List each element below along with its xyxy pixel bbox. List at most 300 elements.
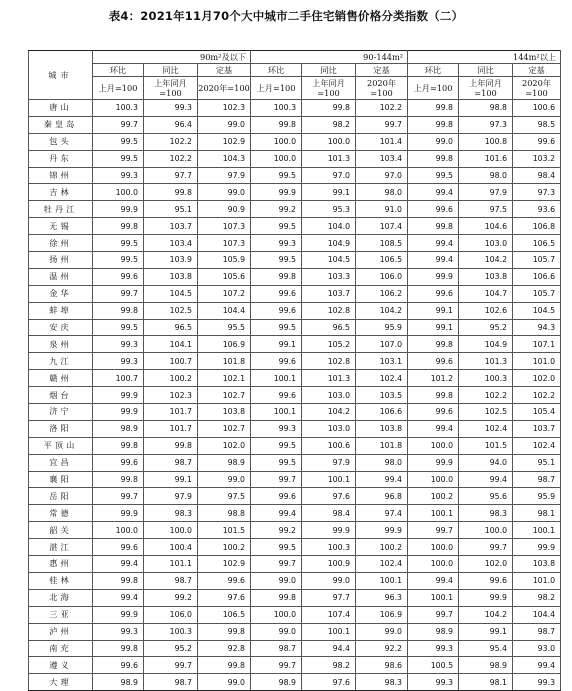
index-value-cell: 102.9	[198, 556, 251, 573]
table-row	[29, 488, 561, 505]
index-value-cell: 97.6	[302, 674, 356, 691]
index-value-cell: 104.1	[144, 336, 198, 353]
group-header-large: 144m²以上	[408, 51, 561, 64]
table-row	[29, 606, 561, 623]
sub-header-yoy: 同比	[144, 64, 198, 77]
index-value-cell: 98.2	[302, 116, 356, 133]
city-name-cell: 无锡	[29, 218, 93, 235]
index-value-cell: 99.5	[251, 437, 302, 454]
index-value-cell: 99.0	[198, 674, 251, 691]
index-value-cell: 99.7	[356, 116, 408, 133]
table-row	[29, 150, 561, 167]
index-value-cell: 104.4	[198, 302, 251, 319]
group-header-small: 90m²及以下	[93, 51, 251, 64]
index-value-cell: 99.6	[251, 488, 302, 505]
index-value-cell: 99.8	[251, 268, 302, 285]
index-value-cell: 99.8	[93, 437, 144, 454]
index-value-cell: 103.9	[144, 252, 198, 269]
city-name-cell: 北海	[29, 589, 93, 606]
index-value-cell: 107.4	[302, 606, 356, 623]
table-row	[29, 623, 561, 640]
index-value-cell: 95.5	[198, 319, 251, 336]
index-value-cell: 99.6	[513, 133, 561, 150]
index-value-cell: 99.8	[93, 471, 144, 488]
index-value-cell: 99.9	[408, 454, 459, 471]
index-value-cell: 99.6	[251, 302, 302, 319]
index-value-cell: 97.6	[198, 589, 251, 606]
sub-header-mom: 环比	[408, 64, 459, 77]
base-label-prev-month: 上月=100	[93, 77, 144, 100]
table-row	[29, 218, 561, 235]
index-value-cell: 100.0	[251, 133, 302, 150]
index-value-cell: 93.0	[513, 640, 561, 657]
index-value-cell: 99.5	[93, 319, 144, 336]
index-value-cell: 98.6	[356, 657, 408, 674]
index-value-cell: 98.7	[144, 454, 198, 471]
city-name-cell: 秦皇岛	[29, 116, 93, 133]
city-name-cell: 泉州	[29, 336, 93, 353]
index-value-cell: 104.9	[459, 336, 513, 353]
index-value-cell: 107.2	[198, 285, 251, 302]
index-value-cell: 103.5	[356, 387, 408, 404]
index-value-cell: 99.9	[356, 522, 408, 539]
index-value-cell: 99.0	[251, 623, 302, 640]
index-value-cell: 104.2	[356, 302, 408, 319]
index-value-cell: 99.8	[198, 657, 251, 674]
index-value-cell: 95.2	[144, 640, 198, 657]
index-value-cell: 100.5	[408, 657, 459, 674]
index-value-cell: 101.6	[459, 150, 513, 167]
city-name-cell: 蚌埠	[29, 302, 93, 319]
table-row	[29, 167, 561, 184]
city-name-cell: 唐山	[29, 100, 93, 117]
index-value-cell: 103.7	[302, 285, 356, 302]
index-value-cell: 99.1	[302, 184, 356, 201]
sub-header-base: 定基	[198, 64, 251, 77]
index-value-cell: 102.4	[459, 420, 513, 437]
base-label-prev-year: 上年同月=100	[144, 77, 198, 100]
index-value-cell: 99.7	[251, 657, 302, 674]
index-value-cell: 100.1	[251, 370, 302, 387]
index-value-cell: 100.0	[144, 522, 198, 539]
city-name-cell: 韶关	[29, 522, 93, 539]
index-value-cell: 98.7	[144, 572, 198, 589]
table-row	[29, 454, 561, 471]
index-value-cell: 99.5	[251, 454, 302, 471]
index-value-cell: 106.5	[356, 252, 408, 269]
table-row	[29, 471, 561, 488]
index-value-cell: 102.0	[198, 437, 251, 454]
index-value-cell: 103.8	[198, 404, 251, 421]
index-value-cell: 99.3	[408, 674, 459, 691]
table-row	[29, 657, 561, 674]
index-value-cell: 100.1	[302, 623, 356, 640]
base-label-prev-month: 上月=100	[251, 77, 302, 100]
index-value-cell: 106.5	[198, 606, 251, 623]
index-value-cell: 100.1	[513, 522, 561, 539]
group-header-medium: 90-144m²	[251, 51, 408, 64]
index-value-cell: 99.8	[144, 437, 198, 454]
table-row	[29, 370, 561, 387]
index-value-cell: 100.1	[302, 471, 356, 488]
price-index-table	[28, 50, 561, 691]
index-value-cell: 99.1	[144, 471, 198, 488]
index-value-cell: 103.7	[144, 218, 198, 235]
city-name-cell: 大理	[29, 674, 93, 691]
index-value-cell: 99.5	[93, 133, 144, 150]
index-value-cell: 100.1	[408, 505, 459, 522]
sub-header-yoy: 同比	[302, 64, 356, 77]
index-value-cell: 105.7	[513, 285, 561, 302]
index-value-cell: 97.9	[198, 167, 251, 184]
index-value-cell: 100.0	[459, 522, 513, 539]
index-value-cell: 99.8	[93, 572, 144, 589]
index-value-cell: 98.9	[408, 623, 459, 640]
city-name-cell: 宜昌	[29, 454, 93, 471]
index-value-cell: 103.0	[459, 235, 513, 252]
index-value-cell: 102.8	[302, 302, 356, 319]
index-value-cell: 105.7	[513, 252, 561, 269]
index-value-cell: 99.8	[408, 116, 459, 133]
base-label-2020: 2020年=100	[198, 77, 251, 100]
table-row	[29, 505, 561, 522]
index-value-cell: 99.6	[93, 657, 144, 674]
index-value-cell: 106.9	[198, 336, 251, 353]
index-value-cell: 96.5	[302, 319, 356, 336]
index-value-cell: 99.8	[408, 387, 459, 404]
index-value-cell: 103.2	[513, 150, 561, 167]
index-value-cell: 100.2	[356, 539, 408, 556]
table-row	[29, 319, 561, 336]
index-value-cell: 106.0	[144, 606, 198, 623]
table-row	[29, 184, 561, 201]
index-value-cell: 97.5	[198, 488, 251, 505]
index-value-cell: 101.1	[144, 556, 198, 573]
index-value-cell: 102.7	[198, 420, 251, 437]
index-value-cell: 100.2	[198, 539, 251, 556]
index-value-cell: 101.5	[198, 522, 251, 539]
table-row	[29, 572, 561, 589]
index-value-cell: 101.3	[302, 150, 356, 167]
index-value-cell: 102.6	[459, 302, 513, 319]
base-label-prev-year: 上年同月=100	[302, 77, 356, 100]
table-row	[29, 268, 561, 285]
index-value-cell: 102.4	[356, 370, 408, 387]
city-name-cell: 吉林	[29, 184, 93, 201]
index-value-cell: 99.9	[93, 606, 144, 623]
base-label-prev-month: 上月=100	[408, 77, 459, 100]
index-value-cell: 99.7	[408, 606, 459, 623]
index-value-cell: 99.6	[251, 387, 302, 404]
index-value-cell: 99.6	[93, 539, 144, 556]
index-value-cell: 99.4	[356, 471, 408, 488]
table-row	[29, 674, 561, 691]
index-value-cell: 99.6	[251, 285, 302, 302]
index-value-cell: 98.3	[459, 505, 513, 522]
index-value-cell: 99.8	[408, 150, 459, 167]
index-value-cell: 102.2	[356, 100, 408, 117]
index-value-cell: 100.0	[408, 556, 459, 573]
index-value-cell: 99.1	[251, 336, 302, 353]
index-value-cell: 96.4	[144, 116, 198, 133]
index-value-cell: 98.3	[144, 505, 198, 522]
index-value-cell: 99.7	[93, 285, 144, 302]
index-value-cell: 100.3	[302, 539, 356, 556]
index-value-cell: 95.2	[459, 319, 513, 336]
index-value-cell: 100.3	[459, 370, 513, 387]
index-value-cell: 106.0	[356, 268, 408, 285]
index-value-cell: 98.7	[144, 674, 198, 691]
index-value-cell: 100.3	[93, 100, 144, 117]
index-value-cell: 102.9	[198, 133, 251, 150]
index-value-cell: 99.1	[459, 623, 513, 640]
city-name-cell: 岳阳	[29, 488, 93, 505]
index-value-cell: 101.0	[513, 572, 561, 589]
index-value-cell: 99.4	[513, 657, 561, 674]
base-label-2020: 2020年=100	[356, 77, 408, 100]
index-value-cell: 102.8	[302, 353, 356, 370]
index-value-cell: 101.7	[144, 404, 198, 421]
table-row	[29, 285, 561, 302]
index-value-cell: 101.4	[356, 133, 408, 150]
table-row	[29, 387, 561, 404]
city-name-cell: 金华	[29, 285, 93, 302]
table-row	[29, 100, 561, 117]
index-value-cell: 99.9	[251, 184, 302, 201]
index-value-cell: 100.6	[513, 100, 561, 117]
sub-header-base: 定基	[356, 64, 408, 77]
index-value-cell: 99.5	[251, 167, 302, 184]
index-value-cell: 104.5	[513, 302, 561, 319]
table-row	[29, 302, 561, 319]
index-value-cell: 106.5	[513, 235, 561, 252]
index-value-cell: 100.4	[144, 539, 198, 556]
index-value-cell: 99.8	[93, 218, 144, 235]
index-value-cell: 98.1	[459, 674, 513, 691]
index-value-cell: 106.6	[513, 268, 561, 285]
index-value-cell: 99.5	[251, 218, 302, 235]
index-value-cell: 99.2	[144, 589, 198, 606]
index-value-cell: 105.4	[513, 404, 561, 421]
index-value-cell: 99.6	[93, 268, 144, 285]
index-value-cell: 98.9	[93, 674, 144, 691]
index-value-cell: 99.2	[251, 522, 302, 539]
index-value-cell: 99.1	[408, 302, 459, 319]
index-value-cell: 100.0	[93, 184, 144, 201]
index-value-cell: 100.0	[408, 539, 459, 556]
city-name-cell: 三亚	[29, 606, 93, 623]
index-value-cell: 102.5	[459, 404, 513, 421]
table-row	[29, 201, 561, 218]
index-value-cell: 100.0	[302, 133, 356, 150]
index-value-cell: 99.4	[408, 235, 459, 252]
index-value-cell: 99.4	[408, 252, 459, 269]
index-value-cell: 102.2	[513, 387, 561, 404]
index-value-cell: 98.0	[356, 454, 408, 471]
index-value-cell: 97.5	[459, 201, 513, 218]
index-value-cell: 103.3	[302, 268, 356, 285]
index-value-cell: 100.1	[251, 404, 302, 421]
index-value-cell: 107.3	[198, 235, 251, 252]
index-value-cell: 99.9	[302, 522, 356, 539]
index-value-cell: 102.7	[198, 387, 251, 404]
index-value-cell: 103.8	[459, 268, 513, 285]
index-value-cell: 99.9	[93, 505, 144, 522]
index-value-cell: 95.1	[513, 454, 561, 471]
index-value-cell: 102.1	[198, 370, 251, 387]
index-value-cell: 98.8	[459, 100, 513, 117]
index-value-cell: 106.2	[356, 285, 408, 302]
index-value-cell: 102.3	[198, 100, 251, 117]
index-value-cell: 101.5	[459, 437, 513, 454]
index-value-cell: 100.1	[408, 589, 459, 606]
index-value-cell: 106.8	[513, 218, 561, 235]
index-value-cell: 102.4	[356, 556, 408, 573]
index-value-cell: 91.0	[356, 201, 408, 218]
index-value-cell: 99.5	[93, 235, 144, 252]
index-value-cell: 99.5	[251, 319, 302, 336]
index-value-cell: 99.8	[198, 623, 251, 640]
index-value-cell: 107.4	[356, 218, 408, 235]
index-value-cell: 99.5	[408, 167, 459, 184]
index-value-cell: 99.3	[93, 623, 144, 640]
sub-header-base: 定基	[513, 64, 561, 77]
index-value-cell: 99.7	[459, 539, 513, 556]
city-name-cell: 温州	[29, 268, 93, 285]
index-value-cell: 99.8	[302, 100, 356, 117]
index-value-cell: 92.8	[198, 640, 251, 657]
index-value-cell: 98.9	[251, 674, 302, 691]
index-value-cell: 102.0	[459, 556, 513, 573]
index-value-cell: 97.0	[302, 167, 356, 184]
table-row	[29, 252, 561, 269]
index-value-cell: 98.4	[513, 167, 561, 184]
index-value-cell: 99.0	[198, 471, 251, 488]
index-value-cell: 99.9	[93, 404, 144, 421]
base-label-2020: 2020年=100	[513, 77, 561, 100]
index-value-cell: 99.6	[408, 201, 459, 218]
index-value-cell: 97.3	[459, 116, 513, 133]
city-name-cell: 湛江	[29, 539, 93, 556]
price-index-table-container	[28, 50, 560, 691]
city-name-cell: 常德	[29, 505, 93, 522]
table-body	[29, 100, 561, 691]
index-value-cell: 96.3	[356, 589, 408, 606]
index-value-cell: 101.7	[144, 420, 198, 437]
index-value-cell: 99.4	[408, 420, 459, 437]
index-value-cell: 100.3	[251, 100, 302, 117]
index-value-cell: 99.6	[198, 572, 251, 589]
index-value-cell: 93.6	[513, 201, 561, 218]
index-value-cell: 100.1	[356, 572, 408, 589]
index-value-cell: 100.2	[408, 488, 459, 505]
table-row	[29, 336, 561, 353]
city-name-cell: 惠州	[29, 556, 93, 573]
index-value-cell: 97.7	[144, 167, 198, 184]
index-value-cell: 107.0	[356, 336, 408, 353]
index-value-cell: 97.3	[513, 184, 561, 201]
index-value-cell: 96.8	[356, 488, 408, 505]
index-value-cell: 99.1	[408, 319, 459, 336]
city-name-cell: 烟台	[29, 387, 93, 404]
table-row	[29, 420, 561, 437]
index-value-cell: 103.7	[513, 420, 561, 437]
index-value-cell: 99.5	[251, 252, 302, 269]
sub-header-mom: 环比	[93, 64, 144, 77]
index-value-cell: 102.5	[144, 302, 198, 319]
index-value-cell: 102.4	[513, 437, 561, 454]
index-value-cell: 99.8	[93, 302, 144, 319]
index-value-cell: 102.2	[144, 150, 198, 167]
index-value-cell: 100.7	[93, 370, 144, 387]
index-value-cell: 99.8	[251, 116, 302, 133]
table-row	[29, 116, 561, 133]
index-value-cell: 99.5	[93, 150, 144, 167]
index-value-cell: 104.7	[459, 285, 513, 302]
index-value-cell: 94.3	[513, 319, 561, 336]
index-value-cell: 98.7	[251, 640, 302, 657]
index-value-cell: 101.2	[408, 370, 459, 387]
index-value-cell: 95.6	[459, 488, 513, 505]
index-value-cell: 101.8	[198, 353, 251, 370]
index-value-cell: 97.0	[356, 167, 408, 184]
index-value-cell: 99.8	[93, 640, 144, 657]
city-name-cell: 洛阳	[29, 420, 93, 437]
city-name-cell: 赣州	[29, 370, 93, 387]
index-value-cell: 104.3	[198, 150, 251, 167]
index-value-cell: 92.2	[356, 640, 408, 657]
index-value-cell: 102.2	[144, 133, 198, 150]
index-value-cell: 98.1	[513, 505, 561, 522]
index-value-cell: 101.0	[513, 353, 561, 370]
index-value-cell: 99.3	[251, 420, 302, 437]
index-value-cell: 99.9	[93, 387, 144, 404]
index-value-cell: 99.6	[408, 285, 459, 302]
index-value-cell: 98.4	[302, 505, 356, 522]
index-value-cell: 96.5	[144, 319, 198, 336]
city-name-cell: 扬州	[29, 252, 93, 269]
index-value-cell: 105.9	[198, 252, 251, 269]
index-value-cell: 98.7	[513, 471, 561, 488]
index-value-cell: 99.4	[408, 572, 459, 589]
city-name-cell: 济宁	[29, 404, 93, 421]
index-value-cell: 104.6	[459, 218, 513, 235]
index-value-cell: 99.8	[251, 589, 302, 606]
index-value-cell: 98.9	[459, 657, 513, 674]
index-value-cell: 95.9	[356, 319, 408, 336]
city-name-cell: 南充	[29, 640, 93, 657]
index-value-cell: 103.8	[356, 420, 408, 437]
index-value-cell: 100.2	[144, 370, 198, 387]
index-value-cell: 99.6	[408, 353, 459, 370]
index-value-cell: 99.8	[408, 336, 459, 353]
index-value-cell: 98.9	[198, 454, 251, 471]
index-value-cell: 99.4	[93, 589, 144, 606]
index-value-cell: 99.7	[144, 657, 198, 674]
index-value-cell: 94.0	[459, 454, 513, 471]
index-value-cell: 99.3	[408, 640, 459, 657]
index-value-cell: 99.4	[251, 505, 302, 522]
index-value-cell: 106.9	[356, 606, 408, 623]
index-value-cell: 99.7	[93, 488, 144, 505]
index-value-cell: 99.7	[93, 116, 144, 133]
city-column-header: 城市	[29, 51, 93, 100]
index-value-cell: 107.1	[513, 336, 561, 353]
index-value-cell: 99.4	[93, 556, 144, 573]
index-value-cell: 104.5	[302, 252, 356, 269]
index-value-cell: 100.0	[251, 150, 302, 167]
index-value-cell: 100.6	[302, 437, 356, 454]
